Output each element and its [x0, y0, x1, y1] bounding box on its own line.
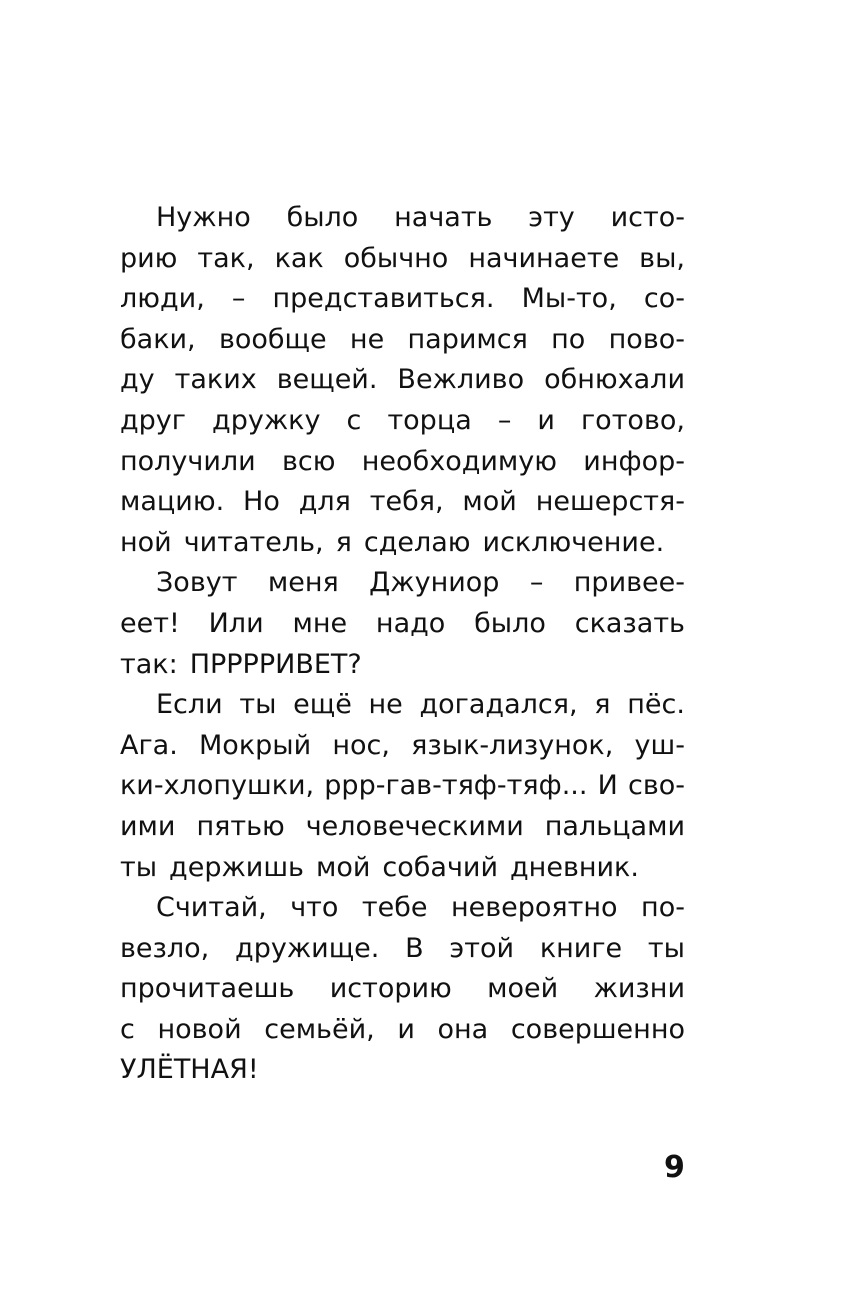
word: таких — [174, 364, 257, 396]
text-line — [120, 401, 685, 442]
text-line — [120, 239, 685, 280]
word: сказать — [574, 607, 685, 639]
word: ной — [120, 526, 172, 558]
word: ещё — [293, 689, 352, 721]
word: еет! — [120, 607, 180, 639]
word: обычно — [343, 242, 449, 274]
word: тебе — [361, 892, 428, 924]
word: по- — [641, 892, 685, 924]
word: рию — [120, 242, 178, 274]
word: так, — [197, 242, 255, 274]
word: ррр-гав-тяф-тяф... — [324, 770, 588, 802]
word: пёс. — [627, 689, 685, 721]
page-body — [120, 198, 685, 1091]
word: исто- — [610, 202, 685, 233]
word: начинаете — [468, 242, 620, 274]
word: с — [346, 404, 362, 436]
word: начать — [394, 202, 493, 233]
text-line — [120, 645, 685, 686]
word: язык-лизунок, — [411, 729, 614, 761]
word: Или — [208, 607, 264, 639]
word: держишь — [169, 851, 304, 883]
text-line — [120, 1010, 685, 1051]
word: с — [120, 1013, 135, 1045]
word: ки-хлопушки, — [120, 770, 315, 802]
word: уш- — [634, 729, 685, 761]
text-line — [120, 685, 685, 726]
word: – — [231, 283, 246, 315]
word: Мы-то, — [521, 283, 617, 315]
word: и — [537, 404, 555, 436]
word: читатель, — [183, 526, 324, 558]
word: В — [405, 932, 424, 964]
text-line — [120, 279, 685, 320]
word: новой — [157, 1013, 242, 1045]
text-line — [120, 482, 685, 523]
text-line — [120, 726, 685, 767]
word: пальцами — [544, 810, 685, 842]
text-line — [120, 848, 685, 889]
word: ими — [120, 810, 176, 842]
word: сво- — [627, 770, 685, 802]
word: сделаю — [363, 526, 471, 558]
word: представиться. — [272, 283, 495, 315]
text-line — [120, 320, 685, 361]
word: баки, — [120, 323, 196, 355]
word: я — [335, 526, 352, 558]
word: не — [349, 323, 385, 355]
word: ПРРРРИВЕТ? — [189, 648, 362, 680]
word: эту — [528, 202, 575, 233]
word: пово- — [608, 323, 685, 355]
word: историю — [329, 973, 452, 1005]
word: торца — [387, 404, 472, 436]
word: люди, — [120, 283, 205, 315]
word: ду — [120, 364, 155, 396]
text-line — [120, 929, 685, 970]
word: привее- — [573, 567, 685, 599]
word: нешерстя- — [535, 486, 685, 518]
word: – — [497, 404, 512, 436]
word: что — [290, 892, 339, 924]
word: прочитаешь — [120, 973, 295, 1005]
word: обнюхали — [544, 364, 685, 396]
page-number: 9 — [664, 1150, 685, 1185]
word: мне — [292, 607, 348, 639]
word: для — [298, 486, 351, 518]
word: ты — [239, 689, 277, 721]
word: дружище. — [235, 932, 380, 964]
text-line — [120, 523, 685, 564]
word: Вежливо — [397, 364, 525, 396]
word: ты — [647, 932, 685, 964]
text-line — [120, 198, 685, 239]
word: всю — [282, 445, 336, 477]
word: не — [368, 689, 403, 721]
word: собачий — [382, 851, 499, 883]
word: было — [286, 202, 359, 233]
text-line — [120, 442, 685, 483]
word: мой — [462, 486, 517, 518]
word: жизни — [593, 973, 685, 1005]
word: и — [397, 1013, 415, 1045]
word: необходимую — [361, 445, 558, 477]
word: было — [474, 607, 546, 639]
word: вообще — [218, 323, 327, 355]
word: по — [551, 323, 586, 355]
word: Ага. — [120, 729, 178, 761]
text-line — [120, 1050, 685, 1091]
word: семьёй, — [264, 1013, 375, 1045]
word: инфор- — [583, 445, 685, 477]
word: Но — [243, 486, 280, 518]
word: мой — [315, 851, 371, 883]
word: И — [597, 770, 618, 802]
word: Мокрый — [199, 729, 312, 761]
text-line — [120, 969, 685, 1010]
word: – — [529, 567, 544, 599]
text-line — [120, 563, 685, 604]
word: моей — [487, 973, 559, 1005]
word: везло, — [120, 932, 210, 964]
word: этой — [449, 932, 515, 964]
word: Джуниор — [369, 567, 500, 599]
word: со- — [643, 283, 685, 315]
word: так: — [120, 648, 178, 680]
word: дружку — [212, 404, 321, 436]
word: друг — [120, 404, 186, 436]
word: невероятно — [450, 892, 618, 924]
word: Считай, — [156, 892, 267, 924]
word: УЛЁТНАЯ! — [120, 1054, 259, 1086]
word: получили — [120, 445, 256, 477]
word: книге — [539, 932, 623, 964]
word: ты — [120, 851, 158, 883]
text-line — [120, 807, 685, 848]
word: человеческими — [305, 810, 524, 842]
word: догадался, — [419, 689, 578, 721]
word: дневник. — [510, 851, 639, 883]
word: Зовут — [156, 567, 238, 599]
text-line — [120, 766, 685, 807]
word: Нужно — [156, 202, 251, 233]
text-line — [120, 604, 685, 645]
word: вещей. — [276, 364, 378, 396]
word: тебя, — [369, 486, 444, 518]
word: я — [594, 689, 611, 721]
word: Если — [156, 689, 223, 721]
text-line — [120, 888, 685, 929]
text-line — [120, 360, 685, 401]
word: исключение. — [482, 526, 665, 558]
word: пятью — [196, 810, 285, 842]
word: готово, — [581, 404, 685, 436]
word: надо — [375, 607, 446, 639]
word: паримся — [407, 323, 528, 355]
word: она — [437, 1013, 489, 1045]
word: меня — [267, 567, 339, 599]
word: как — [274, 242, 324, 274]
word: нос, — [332, 729, 390, 761]
word: вы, — [639, 242, 685, 274]
word: совершенно — [510, 1013, 685, 1045]
word: мацию. — [120, 486, 225, 518]
